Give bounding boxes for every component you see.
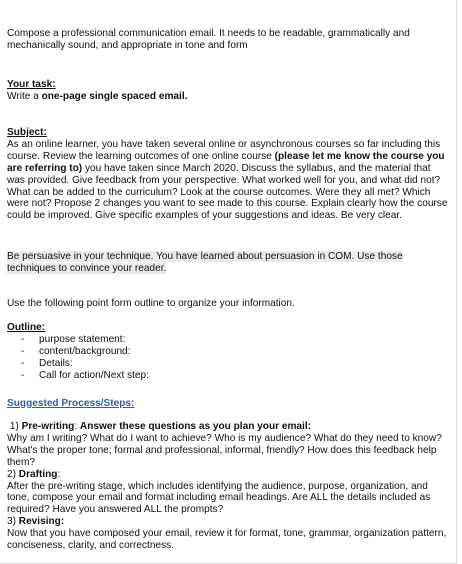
list-item: - Details: [21,358,449,370]
step-1-number: 1) [9,421,22,432]
step-3-text: Now that you have composed your email, review it for format, tone, grammar, organization pattern, conciseness, clarity, and correctness. [7,528,447,552]
process-heading[interactable]: Suggested Process/Steps: [7,398,135,409]
persuasion-paragraph [7,251,449,275]
step-2-text: After the pre-writing stage, which includes identifying the audience, purpose, organization, and tone, compose your email and format including email headings. Are ALL the details included as required? Have you answered ALL the prompts? [7,480,431,516]
task-text-bold: one-page single spaced email. [41,90,188,102]
list-item: - content/background: [21,346,449,358]
step-2-colon: : [57,468,61,480]
outline-list [7,334,449,382]
intro-text: Compose a professional communication email. It needs to be readable, grammatically and mechanically sound, and appropriate in tone and form [7,28,410,51]
step-1-bold-text: Answer these questions as you plan your email: [79,421,312,432]
outline-intro [7,298,449,310]
list-item: - Call for action/Next step: [21,370,449,382]
persuasion-text: Be persuasive in your technique. You have learned about persuasion in COM. Use those techniques to convince your reader. [7,251,403,274]
step-1-text: Why am I writing? What do I want to achieve? Who is my audience? What do they need to know? What's the proper tone; formal and professional, informal, friendly? How does this feedback help them? [7,432,442,468]
step-1-title: Pre-writing [21,421,75,432]
subject-heading: Subject: [7,127,47,138]
step-2-number: 2) [7,468,19,480]
intro-paragraph [7,28,449,52]
subject-text-bold: (please let me know the course you are referring to) [7,150,445,174]
step-2-title-line [7,469,449,481]
task-text: Write a [7,90,42,102]
process-heading-block [7,398,449,410]
subject-text-2: you have taken since March 2020. Discuss the syllabus, and the material that was provided. Give feedback from your perspective. What worked well for you, and what did not? What can be added to the curriculum? Look at the course outcomes. Were they all met? Which were not? Propose 2 changes you want to see made to this course. Explain clearly how the course could be improved. Give specific examples of your suggestions and ideas. Be very clear. [7,162,448,222]
subject-text-1: As an online learner, you have taken several online or asynchronous courses so far including this course. Review the learning outcomes of one online course [7,138,441,162]
subject-section [7,127,449,222]
step-1-title-line [7,421,449,433]
process-steps [7,421,449,552]
step-3-number: 3) [7,516,19,528]
task-section [7,79,449,103]
task-heading: Your task: [7,79,56,90]
step-1-colon: : [74,421,80,432]
outline-heading: Outline: [7,322,46,333]
subject-paragraph [7,139,449,222]
outline-section [7,322,449,382]
step-3-title: Revising: [18,516,65,528]
outline-intro-text: Use the following point form outline to organize your information. [7,298,295,309]
step-3-title-line [7,516,449,528]
step-2-title: Drafting [18,468,58,480]
list-item: - purpose statement: [21,334,449,346]
